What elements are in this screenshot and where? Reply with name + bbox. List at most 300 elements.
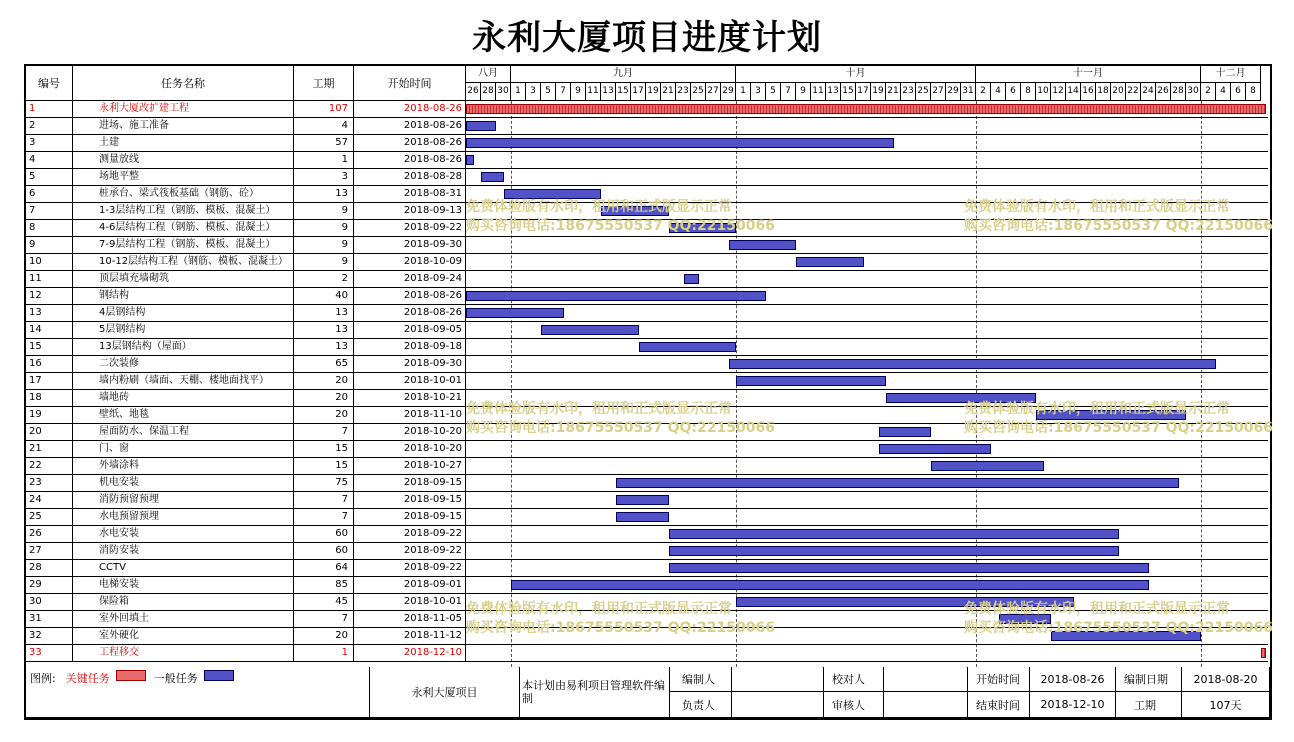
cell-duration: 85 — [294, 577, 354, 594]
cell-start: 2018-09-15 — [354, 492, 466, 509]
task-bar[interactable] — [541, 325, 639, 335]
footer-editor-value[interactable] — [732, 667, 824, 692]
row-divider — [466, 321, 1268, 322]
day-header: 13 — [826, 83, 841, 101]
cell-duration: 60 — [294, 543, 354, 560]
cell-name: 消防预留预埋 — [73, 492, 294, 509]
legend-normal-swatch — [204, 670, 234, 681]
cell-id: 20 — [26, 424, 73, 441]
month-header: 八月 — [466, 66, 511, 83]
table-row[interactable] — [26, 458, 466, 475]
cell-duration: 20 — [294, 628, 354, 645]
watermark: 免费体验版有水印，租用和正式版显示正常 购买咨询电话:18675550537 QQ:22150066 — [466, 401, 775, 436]
row-divider — [466, 406, 1268, 407]
task-bar[interactable] — [736, 376, 886, 386]
task-bar[interactable] — [729, 359, 1217, 369]
day-header: 4 — [991, 83, 1006, 101]
day-header: 29 — [721, 83, 736, 101]
table-row[interactable] — [26, 186, 466, 203]
footer-project: 永利大厦项目 — [370, 667, 520, 718]
cell-name: 钢结构 — [73, 288, 294, 305]
watermark: 免费体验版有水印，租用和正式版显示正常 购买咨询电话:18675550537 QQ:22150066 — [964, 199, 1273, 234]
day-header: 5 — [541, 83, 556, 101]
cell-id: 17 — [26, 373, 73, 390]
day-header: 7 — [556, 83, 571, 101]
table-row[interactable] — [26, 152, 466, 169]
day-header: 28 — [1171, 83, 1186, 101]
month-header: 十二月 — [1201, 66, 1261, 83]
cell-start: 2018-09-22 — [354, 220, 466, 237]
task-bar[interactable] — [616, 512, 669, 522]
cell-name: 测量放线 — [73, 152, 294, 169]
cell-start: 2018-08-26 — [354, 101, 466, 118]
day-header: 1 — [736, 83, 751, 101]
day-header: 2 — [976, 83, 991, 101]
cell-duration: 7 — [294, 509, 354, 526]
table-row[interactable] — [26, 560, 466, 577]
cell-name: 土建 — [73, 135, 294, 152]
row-divider — [466, 627, 1268, 628]
day-header: 23 — [676, 83, 691, 101]
table-row[interactable] — [26, 407, 466, 424]
cell-duration: 20 — [294, 407, 354, 424]
day-header: 30 — [496, 83, 511, 101]
cell-start: 2018-09-22 — [354, 526, 466, 543]
day-header: 24 — [1141, 83, 1156, 101]
cell-duration: 13 — [294, 322, 354, 339]
day-header: 21 — [886, 83, 901, 101]
row-divider — [466, 355, 1268, 356]
header-start: 开始时间 — [354, 66, 466, 101]
row-divider — [466, 644, 1268, 645]
task-bar[interactable] — [736, 597, 1074, 607]
day-header: 7 — [781, 83, 796, 101]
gantt-timeline — [466, 66, 1268, 667]
cell-duration: 9 — [294, 237, 354, 254]
day-header: 12 — [1051, 83, 1066, 101]
footer-auditor-value[interactable] — [884, 692, 968, 718]
row-divider — [466, 185, 1268, 186]
legend-label: 图例: — [30, 672, 56, 685]
cell-id: 29 — [26, 577, 73, 594]
cell-start: 2018-08-31 — [354, 186, 466, 203]
table-row[interactable] — [26, 373, 466, 390]
cell-id: 8 — [26, 220, 73, 237]
cell-duration: 2 — [294, 271, 354, 288]
day-header: 19 — [871, 83, 886, 101]
cell-id: 1 — [26, 101, 73, 118]
cell-name: CCTV — [73, 560, 294, 577]
cell-duration: 13 — [294, 339, 354, 356]
cell-duration: 4 — [294, 118, 354, 135]
cell-id: 21 — [26, 441, 73, 458]
row-divider — [466, 576, 1268, 577]
footer-editor-label: 编制人 — [670, 667, 732, 692]
row-divider — [466, 508, 1268, 509]
cell-name: 进场、施工准备 — [73, 118, 294, 135]
day-header: 3 — [526, 83, 541, 101]
task-bar[interactable] — [1051, 631, 1201, 641]
row-divider — [466, 151, 1268, 152]
day-header: 8 — [1021, 83, 1036, 101]
cell-duration: 64 — [294, 560, 354, 577]
cell-name: 永利大厦改扩建工程 — [73, 101, 294, 118]
cell-id: 23 — [26, 475, 73, 492]
month-header: 十一月 — [976, 66, 1201, 83]
row-divider — [466, 440, 1268, 441]
day-header: 14 — [1066, 83, 1081, 101]
cell-start: 2018-09-24 — [354, 271, 466, 288]
cell-name: 顶层填充墙砌筑 — [73, 271, 294, 288]
critical-task-bar[interactable] — [1261, 648, 1266, 658]
table-row[interactable] — [26, 169, 466, 186]
cell-name: 墙内粉刷（墙面、天棚、楼地面找平） — [73, 373, 294, 390]
cell-name: 保险箱 — [73, 594, 294, 611]
cell-name: 13层钢结构（屋面） — [73, 339, 294, 356]
task-bar[interactable] — [1036, 410, 1186, 420]
day-header: 27 — [931, 83, 946, 101]
row-divider — [466, 168, 1268, 169]
task-bar[interactable] — [669, 529, 1119, 539]
cell-duration: 13 — [294, 186, 354, 203]
cell-start: 2018-09-13 — [354, 203, 466, 220]
footer-start-label: 开始时间 — [968, 667, 1030, 692]
cell-id: 15 — [26, 339, 73, 356]
task-bar[interactable] — [511, 580, 1149, 590]
table-row[interactable] — [26, 628, 466, 645]
task-bar[interactable] — [504, 189, 602, 199]
cell-start: 2018-11-12 — [354, 628, 466, 645]
cell-duration: 13 — [294, 305, 354, 322]
day-header: 28 — [481, 83, 496, 101]
row-divider — [466, 525, 1268, 526]
footer-start-value: 2018-08-26 — [1030, 667, 1116, 692]
table-row[interactable] — [26, 509, 466, 526]
table-row[interactable] — [26, 288, 466, 305]
day-header: 5 — [766, 83, 781, 101]
cell-name: 壁纸、地毯 — [73, 407, 294, 424]
day-header: 25 — [691, 83, 706, 101]
cell-name: 水电安装 — [73, 526, 294, 543]
cell-id: 3 — [26, 135, 73, 152]
row-divider — [466, 593, 1268, 594]
table-row[interactable] — [26, 577, 466, 594]
page-title: 永利大厦项目进度计划 — [472, 18, 822, 58]
table-row[interactable] — [26, 237, 466, 254]
day-header: 17 — [856, 83, 871, 101]
day-header: 6 — [1006, 83, 1021, 101]
table-row[interactable] — [26, 526, 466, 543]
table-row[interactable] — [26, 220, 466, 237]
legend-critical-swatch — [116, 670, 146, 681]
cell-name: 消防安装 — [73, 543, 294, 560]
footer-owner-value[interactable] — [732, 692, 824, 718]
row-divider — [466, 610, 1268, 611]
cell-name: 屋面防水、保温工程 — [73, 424, 294, 441]
day-header: 17 — [631, 83, 646, 101]
row-divider — [466, 270, 1268, 271]
row-divider — [466, 474, 1268, 475]
watermark: 免费体验版有水印，租用和正式版显示正常 购买咨询电话:18675550537 QQ:22150066 — [466, 601, 775, 636]
cell-start: 2018-08-26 — [354, 135, 466, 152]
cell-id: 11 — [26, 271, 73, 288]
cell-duration: 57 — [294, 135, 354, 152]
row-divider — [466, 338, 1268, 339]
footer-auditor-label: 审核人 — [824, 692, 884, 718]
table-row[interactable] — [26, 203, 466, 220]
task-bar[interactable] — [466, 155, 474, 165]
task-bar[interactable] — [466, 291, 766, 301]
row-divider — [466, 559, 1268, 560]
table-row[interactable] — [26, 543, 466, 560]
table-row[interactable] — [26, 424, 466, 441]
table-row[interactable] — [26, 441, 466, 458]
watermark: 免费体验版有水印，租用和正式版显示正常 购买咨询电话:18675550537 QQ:22150066 — [964, 401, 1273, 436]
cell-id: 16 — [26, 356, 73, 373]
table-row[interactable] — [26, 356, 466, 373]
day-header: 26 — [1156, 83, 1171, 101]
cell-id: 19 — [26, 407, 73, 424]
cell-name: 机电安装 — [73, 475, 294, 492]
cell-name: 墙地砖 — [73, 390, 294, 407]
cell-start: 2018-08-26 — [354, 305, 466, 322]
table-row[interactable] — [26, 322, 466, 339]
cell-duration: 7 — [294, 492, 354, 509]
legend-normal-label: 一般任务 — [153, 672, 198, 685]
cell-duration: 107 — [294, 101, 354, 118]
watermark: 免费体验版有水印，租用和正式版显示正常 购买咨询电话:18675550537 QQ:22150066 — [964, 601, 1273, 636]
cell-name: 4-6层结构工程（钢筋、模板、混凝土） — [73, 220, 294, 237]
footer-checker-label: 校对人 — [824, 667, 884, 692]
cell-name: 室外硬化 — [73, 628, 294, 645]
cell-name: 室外回填土 — [73, 611, 294, 628]
cell-start: 2018-09-15 — [354, 509, 466, 526]
row-divider — [466, 491, 1268, 492]
cell-duration: 15 — [294, 458, 354, 475]
task-bar[interactable] — [999, 614, 1052, 624]
day-header: 9 — [796, 83, 811, 101]
footer-date-label: 编制日期 — [1116, 667, 1182, 692]
day-header: 18 — [1096, 83, 1111, 101]
cell-duration: 60 — [294, 526, 354, 543]
day-header: 23 — [901, 83, 916, 101]
day-header: 26 — [466, 83, 481, 101]
cell-id: 10 — [26, 254, 73, 271]
cell-start: 2018-09-15 — [354, 475, 466, 492]
cell-name: 10-12层结构工程（钢筋、模板、混凝土） — [73, 254, 294, 271]
cell-id: 14 — [26, 322, 73, 339]
cell-start: 2018-09-01 — [354, 577, 466, 594]
cell-name: 1-3层结构工程（钢筋、模板、混凝土） — [73, 203, 294, 220]
row-divider — [466, 202, 1268, 203]
cell-duration: 7 — [294, 611, 354, 628]
day-header: 11 — [586, 83, 601, 101]
cell-id: 28 — [26, 560, 73, 577]
cell-duration: 20 — [294, 373, 354, 390]
task-bar[interactable] — [616, 478, 1179, 488]
cell-id: 26 — [26, 526, 73, 543]
cell-duration: 65 — [294, 356, 354, 373]
day-header: 19 — [646, 83, 661, 101]
day-header: 29 — [946, 83, 961, 101]
row-divider — [466, 542, 1268, 543]
cell-name: 电梯安装 — [73, 577, 294, 594]
table-row[interactable] — [26, 492, 466, 509]
day-header: 1 — [511, 83, 526, 101]
table-row[interactable] — [26, 101, 466, 118]
task-bar[interactable] — [669, 546, 1119, 556]
task-bar[interactable] — [684, 274, 699, 284]
cell-start: 2018-09-18 — [354, 339, 466, 356]
day-header: 16 — [1081, 83, 1096, 101]
cell-name: 工程移交 — [73, 645, 294, 662]
cell-id: 24 — [26, 492, 73, 509]
task-bar[interactable] — [466, 308, 564, 318]
cell-id: 27 — [26, 543, 73, 560]
cell-name: 外墙涂料 — [73, 458, 294, 475]
day-header: 15 — [616, 83, 631, 101]
day-header: 9 — [571, 83, 586, 101]
cell-start: 2018-09-30 — [354, 356, 466, 373]
table-row[interactable] — [26, 118, 466, 135]
task-bar[interactable] — [879, 444, 992, 454]
table-row[interactable] — [26, 254, 466, 271]
task-bar[interactable] — [931, 461, 1044, 471]
cell-id: 2 — [26, 118, 73, 135]
day-header: 27 — [706, 83, 721, 101]
cell-duration: 15 — [294, 441, 354, 458]
row-divider — [466, 389, 1268, 390]
footer-duration-label: 工期 — [1116, 692, 1182, 718]
table-row[interactable] — [26, 271, 466, 288]
row-divider — [466, 253, 1268, 254]
task-bar[interactable] — [639, 342, 737, 352]
day-header: 15 — [841, 83, 856, 101]
task-bar[interactable] — [616, 495, 669, 505]
cell-name: 7-9层结构工程（钢筋、模板、混凝土） — [73, 237, 294, 254]
task-bar[interactable] — [886, 393, 1036, 403]
cell-duration: 3 — [294, 169, 354, 186]
day-header: 30 — [1186, 83, 1201, 101]
row-divider — [466, 423, 1268, 424]
cell-start: 2018-10-01 — [354, 594, 466, 611]
header-id: 编号 — [26, 66, 73, 101]
task-bar[interactable] — [879, 427, 932, 437]
cell-duration: 75 — [294, 475, 354, 492]
cell-id: 13 — [26, 305, 73, 322]
cell-name: 4层钢结构 — [73, 305, 294, 322]
row-divider — [466, 219, 1268, 220]
task-bar[interactable] — [669, 223, 737, 233]
table-row[interactable] — [26, 475, 466, 492]
cell-start: 2018-08-26 — [354, 118, 466, 135]
cell-duration: 40 — [294, 288, 354, 305]
cell-start: 2018-11-05 — [354, 611, 466, 628]
day-header: 3 — [751, 83, 766, 101]
cell-id: 7 — [26, 203, 73, 220]
month-header: 十月 — [736, 66, 976, 83]
table-row[interactable] — [26, 645, 466, 662]
day-header: 2 — [1201, 83, 1216, 101]
row-divider — [466, 134, 1268, 135]
cell-duration: 1 — [294, 645, 354, 662]
task-bar[interactable] — [466, 138, 894, 148]
cell-start: 2018-10-20 — [354, 424, 466, 441]
table-row[interactable] — [26, 339, 466, 356]
header-name: 任务名称 — [73, 66, 294, 101]
legend — [26, 667, 370, 718]
cell-id: 12 — [26, 288, 73, 305]
table-row[interactable] — [26, 594, 466, 611]
cell-name: 场地平整 — [73, 169, 294, 186]
critical-task-bar[interactable] — [466, 104, 1266, 114]
table-row[interactable] — [26, 135, 466, 152]
task-bar[interactable] — [601, 206, 669, 216]
cell-id: 25 — [26, 509, 73, 526]
cell-name: 门、窗 — [73, 441, 294, 458]
cell-id: 32 — [26, 628, 73, 645]
table-row[interactable] — [26, 305, 466, 322]
footer-date-value: 2018-08-20 — [1182, 667, 1270, 692]
header-duration: 工期 — [294, 66, 354, 101]
task-bar[interactable] — [729, 240, 797, 250]
cell-id: 31 — [26, 611, 73, 628]
footer-end-value: 2018-12-10 — [1030, 692, 1116, 718]
cell-name: 桩承台、梁式筏板基础（钢筋、砼） — [73, 186, 294, 203]
cell-start: 2018-09-05 — [354, 322, 466, 339]
cell-duration: 1 — [294, 152, 354, 169]
cell-id: 30 — [26, 594, 73, 611]
footer-duration-value: 107天 — [1182, 692, 1270, 718]
cell-id: 18 — [26, 390, 73, 407]
cell-start: 2018-08-28 — [354, 169, 466, 186]
cell-start: 2018-09-22 — [354, 560, 466, 577]
day-header: 20 — [1111, 83, 1126, 101]
cell-duration: 7 — [294, 424, 354, 441]
row-divider — [466, 287, 1268, 288]
row-divider — [466, 457, 1268, 458]
cell-start: 2018-10-21 — [354, 390, 466, 407]
task-bar[interactable] — [466, 121, 496, 131]
cell-name: 二次装修 — [73, 356, 294, 373]
cell-id: 33 — [26, 645, 73, 662]
task-bar[interactable] — [796, 257, 864, 267]
row-divider — [466, 117, 1268, 118]
cell-start: 2018-09-22 — [354, 543, 466, 560]
cell-duration: 45 — [294, 594, 354, 611]
cell-duration: 20 — [294, 390, 354, 407]
cell-duration: 9 — [294, 203, 354, 220]
day-header: 25 — [916, 83, 931, 101]
cell-start: 2018-09-30 — [354, 237, 466, 254]
table-row[interactable] — [26, 611, 466, 628]
cell-id: 5 — [26, 169, 73, 186]
cell-start: 2018-11-10 — [354, 407, 466, 424]
cell-start: 2018-08-26 — [354, 288, 466, 305]
cell-name: 水电预留预埋 — [73, 509, 294, 526]
day-header: 21 — [661, 83, 676, 101]
table-row[interactable] — [26, 390, 466, 407]
footer-end-label: 结束时间 — [968, 692, 1030, 718]
footer-owner-label: 负责人 — [670, 692, 732, 718]
day-header: 10 — [1036, 83, 1051, 101]
day-header: 11 — [811, 83, 826, 101]
task-bar[interactable] — [481, 172, 504, 182]
day-header: 6 — [1231, 83, 1246, 101]
footer-checker-value[interactable] — [884, 667, 968, 692]
cell-id: 4 — [26, 152, 73, 169]
task-bar[interactable] — [669, 563, 1149, 573]
